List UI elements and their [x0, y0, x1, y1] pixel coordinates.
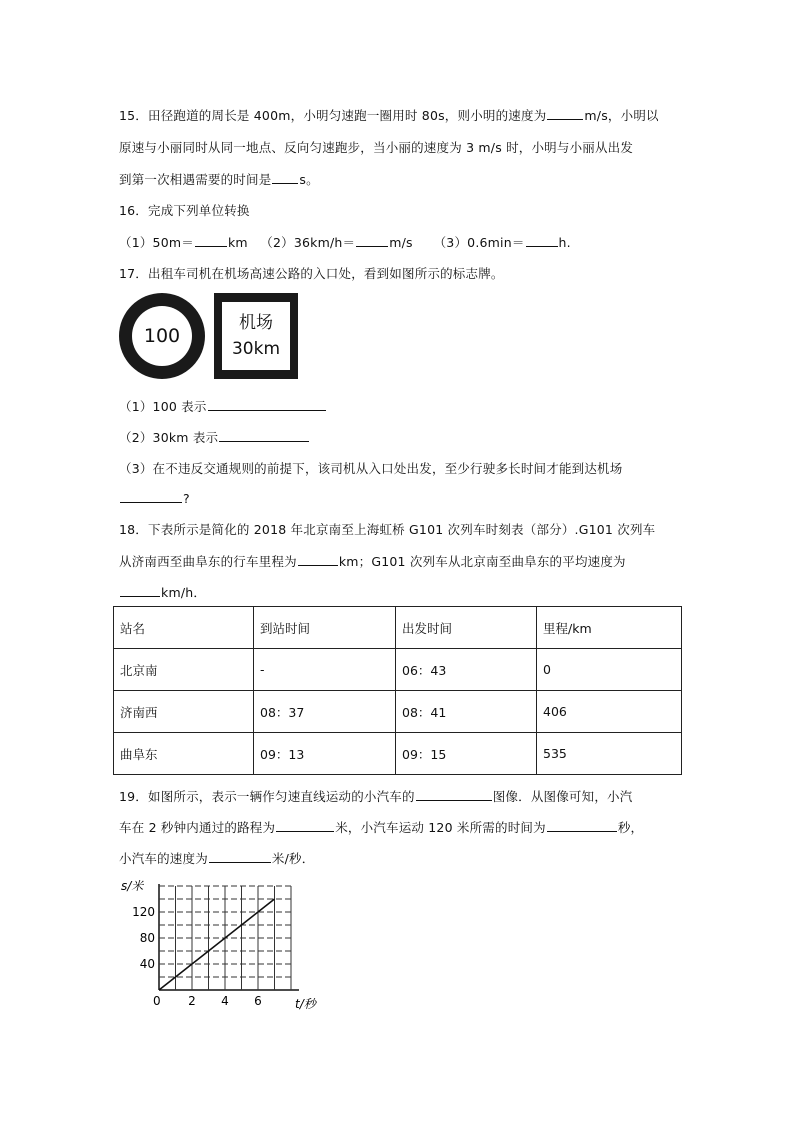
y-tick-label: 120: [132, 905, 155, 919]
origin-label: 0: [153, 994, 161, 1008]
table-header: 里程/km: [537, 607, 682, 649]
airport-sign-distance: 30km: [231, 339, 281, 359]
q16-title: [119, 201, 250, 219]
table-header: 出发时间: [396, 607, 537, 649]
q15-line3: [119, 170, 319, 188]
x-tick-label: 6: [254, 994, 262, 1008]
answer-blank[interactable]: [298, 553, 338, 566]
table-row: [114, 649, 682, 691]
q16-part3: （3）0.6min＝: [433, 235, 525, 250]
table-cell: 北京南: [114, 649, 254, 691]
answer-blank[interactable]: [209, 850, 271, 863]
x-axis-label: t/秒: [295, 997, 316, 1010]
answer-blank[interactable]: [195, 234, 227, 247]
q18-line2: [119, 552, 626, 570]
q16-part2-unit: m/s: [389, 235, 413, 250]
q18-line3-text: km/h．: [161, 585, 207, 600]
table-row: [114, 691, 682, 733]
q17-question-mark: ?: [183, 491, 190, 506]
table-header-row: [114, 607, 682, 649]
answer-blank[interactable]: [547, 107, 583, 120]
q17-title: [119, 264, 504, 282]
table-cell: 406: [537, 691, 682, 733]
q15-line2-text: 原速与小丽同时从同一地点、反向匀速跑步，当小丽的速度为 3 m/s 时，小明与小丽从出发: [119, 140, 634, 155]
table-cell: 08：37: [254, 691, 396, 733]
q16-title-text: 16．完成下列单位转换: [119, 203, 250, 218]
table-cell: 535: [537, 733, 682, 775]
airport-distance-sign: [214, 293, 298, 379]
q15-line1: [119, 106, 659, 124]
q16-part1: （1）50m＝: [119, 235, 194, 250]
table-cell: 09：15: [396, 733, 537, 775]
table-cell: 曲阜东: [114, 733, 254, 775]
airport-sign-label: 机场: [239, 313, 273, 333]
q15-line3-text: 到第一次相遇需要的时间是: [119, 172, 272, 187]
q17-sub1: [119, 397, 327, 415]
q18-line1: [119, 520, 655, 538]
q18-line1-text: 18．下表所示是简化的 2018 年北京南至上海虹桥 G101 次列车时刻表（部分）.G101 次列车: [119, 522, 656, 537]
q18-line3: [119, 583, 206, 601]
x-tick-label: 2: [188, 994, 196, 1008]
q19-line3-tail: 米/秒．: [271, 851, 315, 866]
q19-line3: [119, 849, 314, 867]
q18-line2-tail: km；G101 次列车从北京南至曲阜东的平均速度为: [338, 554, 626, 569]
y-axis-label: s/米: [121, 879, 144, 893]
answer-blank[interactable]: [120, 490, 182, 503]
series-line: [159, 899, 275, 990]
table-cell: 06：43: [396, 649, 537, 691]
speed-limit-value: 100: [132, 306, 192, 366]
q17-sub1-text: （1）100 表示: [119, 399, 207, 414]
answer-blank[interactable]: [276, 819, 334, 832]
q18-line2-text: 从济南西至曲阜东的行车里程为: [119, 554, 297, 569]
q19-line2-mid: 米，小汽车运动 120 米所需的时间为: [335, 820, 546, 835]
q16-part3-unit: h.: [558, 235, 571, 250]
q17-sub2: [119, 428, 310, 446]
table-cell: 济南西: [114, 691, 254, 733]
q16-parts: [119, 233, 571, 251]
q15-line3-tail: s。: [299, 172, 319, 187]
train-timetable: [113, 606, 682, 775]
answer-blank[interactable]: [208, 398, 326, 411]
answer-blank[interactable]: [416, 788, 492, 801]
table-cell: 08：41: [396, 691, 537, 733]
answer-blank[interactable]: [356, 234, 388, 247]
answer-blank[interactable]: [526, 234, 558, 247]
q19-line1-text: 19．如图所示，表示一辆作匀速直线运动的小汽车的: [119, 789, 415, 804]
distance-time-chart: [113, 870, 353, 1010]
q15-line2: [119, 138, 633, 156]
q19-line2-tail: 秒，: [617, 820, 644, 835]
q15-line1-tail: m/s，小明以: [584, 108, 659, 123]
table-cell: -: [254, 649, 396, 691]
q17-sub3-answer: [119, 490, 190, 506]
x-tick-label: 4: [221, 994, 229, 1008]
y-tick-label: 40: [139, 957, 155, 971]
answer-blank[interactable]: [120, 584, 160, 597]
q17-sub3: [119, 459, 622, 477]
q17-sub3-text: （3）在不违反交通规则的前提下，该司机从入口处出发，至少行驶多长时间才能到达机场: [119, 461, 623, 476]
answer-blank[interactable]: [272, 171, 298, 184]
q17-title-text: 17．出租车司机在机场高速公路的入口处，看到如图所示的标志牌。: [119, 266, 504, 281]
q15-line1-text: 15．田径跑道的周长是 400m，小明匀速跑一圈用时 80s，则小明的速度为: [119, 108, 547, 123]
q17-sub2-text: （2）30km 表示: [119, 430, 219, 445]
q16-part2: （2）36km/h＝: [260, 235, 356, 250]
q19-line2-text: 车在 2 秒钟内通过的路程为: [119, 820, 276, 835]
table-cell: 09：13: [254, 733, 396, 775]
table-cell: 0: [537, 649, 682, 691]
answer-blank[interactable]: [219, 429, 309, 442]
table-row: [114, 733, 682, 775]
q19-line1: [119, 787, 632, 805]
q19-line2: [119, 818, 643, 836]
y-tick-label: 80: [139, 931, 155, 945]
speed-limit-sign: [119, 293, 205, 379]
q16-part1-unit: km: [227, 235, 248, 250]
q19-line1-tail: 图像．从图像可知，小汽: [492, 789, 633, 804]
table-header: 到站时间: [254, 607, 396, 649]
table-header: 站名: [114, 607, 254, 649]
answer-blank[interactable]: [547, 819, 617, 832]
q19-line3-text: 小汽车的速度为: [119, 851, 208, 866]
